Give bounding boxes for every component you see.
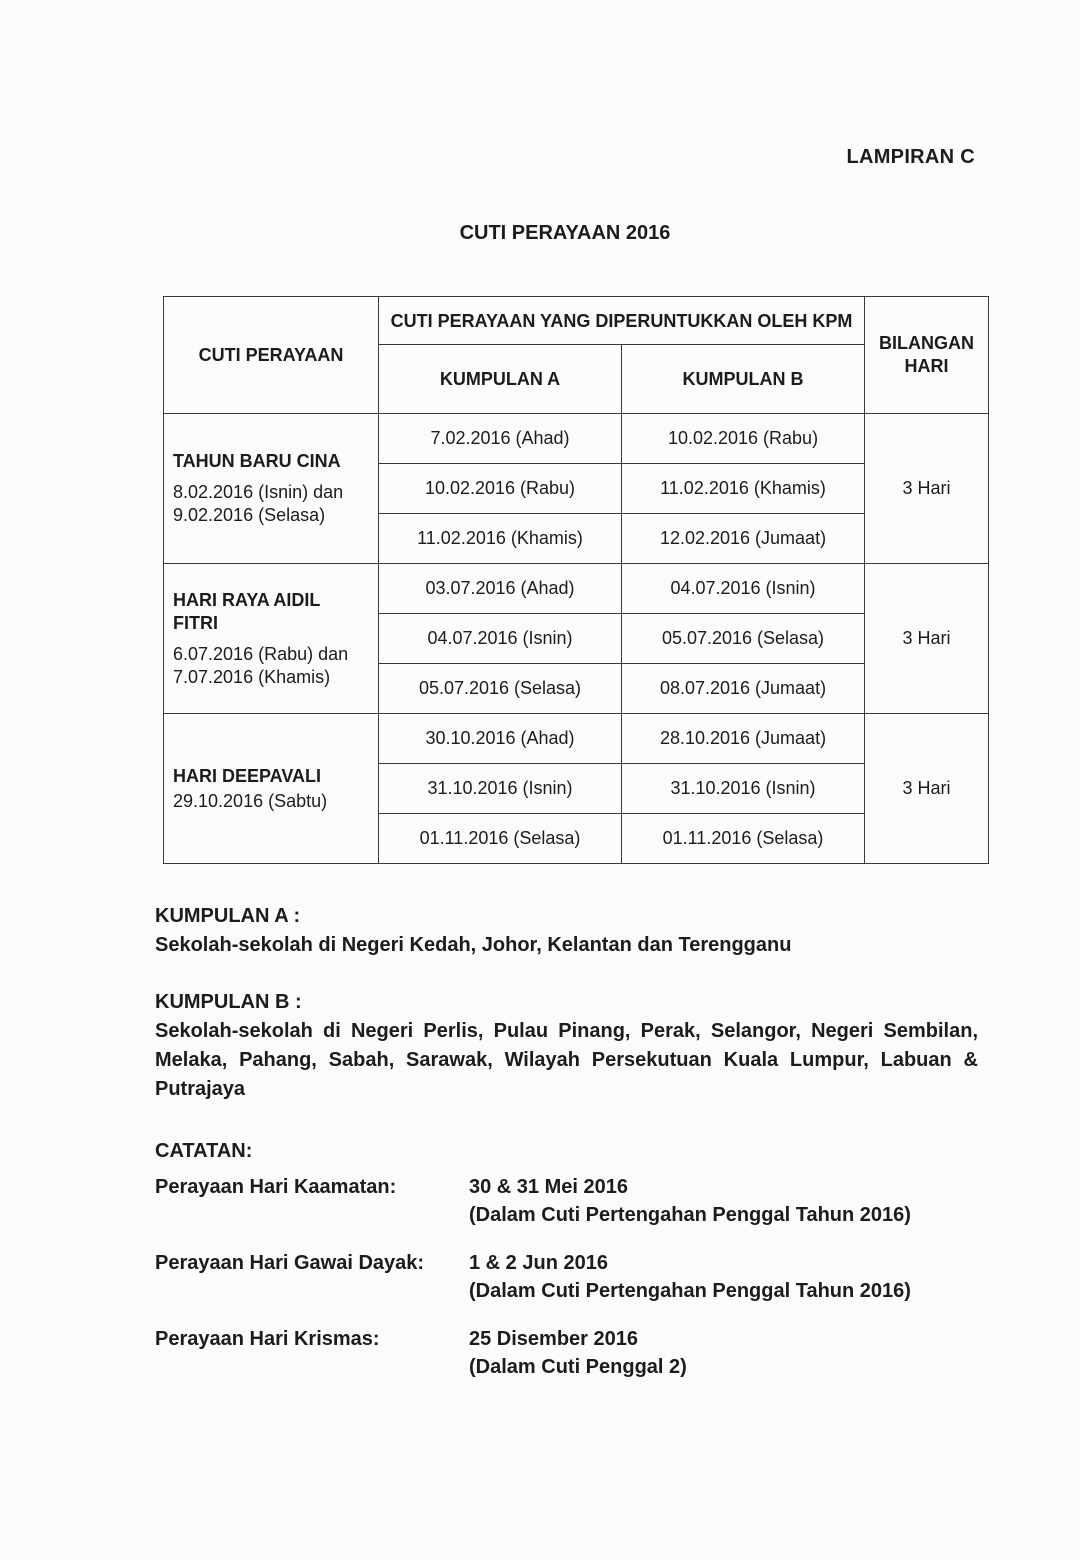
kumpulan-a-section bbox=[155, 902, 978, 960]
kumpulan-a-date: 01.11.2016 (Selasa) bbox=[379, 814, 622, 864]
kumpulan-b-date: 10.02.2016 (Rabu) bbox=[622, 414, 865, 464]
note-values bbox=[469, 1249, 911, 1305]
header-kpm: CUTI PERAYAAN YANG DIPERUNTUKKAN OLEH KPM bbox=[379, 297, 865, 345]
kumpulan-a-date: 03.07.2016 (Ahad) bbox=[379, 564, 622, 614]
catatan-heading: CATATAN: bbox=[155, 1140, 253, 1162]
holiday-label-cell bbox=[164, 714, 379, 864]
kumpulan-b-heading: KUMPULAN B : bbox=[155, 991, 302, 1013]
bilangan-hari-value: 3 Hari bbox=[865, 414, 989, 564]
kumpulan-b-text: Sekolah-sekolah di Negeri Perlis, Pulau Pinang, Perak, Selangor, Negeri Sembilan, Melaka, Pahang, Sabah, Sarawak, Wilayah Persekutuan Kuala Lumpur, Labuan & Putrajaya bbox=[155, 1020, 978, 1100]
holiday-name: HARI RAYA AIDIL FITRI bbox=[173, 589, 321, 633]
kumpulan-b-date: 01.11.2016 (Selasa) bbox=[622, 814, 865, 864]
kumpulan-a-date: 30.10.2016 (Ahad) bbox=[379, 714, 622, 764]
note-values bbox=[469, 1173, 911, 1229]
holiday-label-cell bbox=[164, 564, 379, 714]
note-date: 25 Disember 2016 bbox=[469, 1328, 639, 1350]
kumpulan-b-section bbox=[155, 988, 978, 1104]
page-title: CUTI PERAYAAN 2016 bbox=[459, 222, 671, 244]
holiday-table bbox=[163, 296, 989, 864]
note-remark: (Dalam Cuti Penggal 2) bbox=[469, 1356, 687, 1378]
header-kumpulan-a: KUMPULAN A bbox=[379, 345, 622, 414]
bilangan-hari-value: 3 Hari bbox=[865, 564, 989, 714]
note-values bbox=[469, 1325, 687, 1381]
note-date: 1 & 2 Jun 2016 bbox=[469, 1252, 608, 1274]
kumpulan-a-date: 05.07.2016 (Selasa) bbox=[379, 664, 622, 714]
bilangan-hari-value: 3 Hari bbox=[865, 714, 989, 864]
kumpulan-a-date: 7.02.2016 (Ahad) bbox=[379, 414, 622, 464]
kumpulan-b-date: 31.10.2016 (Isnin) bbox=[622, 764, 865, 814]
note-item bbox=[155, 1249, 978, 1305]
holiday-date: 6.07.2016 (Rabu) dan 7.07.2016 (Khamis) bbox=[173, 643, 349, 687]
holiday-name: HARI DEEPAVALI bbox=[173, 765, 322, 786]
kumpulan-b-date: 05.07.2016 (Selasa) bbox=[622, 614, 865, 664]
kumpulan-b-date: 12.02.2016 (Jumaat) bbox=[622, 514, 865, 564]
header-kumpulan-b: KUMPULAN B bbox=[622, 345, 865, 414]
kumpulan-a-heading: KUMPULAN A : bbox=[155, 905, 301, 927]
note-date: 30 & 31 Mei 2016 bbox=[469, 1176, 628, 1198]
kumpulan-a-date: 31.10.2016 (Isnin) bbox=[379, 764, 622, 814]
note-item bbox=[155, 1173, 978, 1229]
kumpulan-b-date: 08.07.2016 (Jumaat) bbox=[622, 664, 865, 714]
note-label: Perayaan Hari Kaamatan: bbox=[155, 1176, 397, 1198]
appendix-label: LAMPIRAN C bbox=[846, 146, 975, 168]
note-label: Perayaan Hari Gawai Dayak: bbox=[155, 1252, 425, 1274]
table-row bbox=[164, 414, 989, 464]
note-label: Perayaan Hari Krismas: bbox=[155, 1328, 380, 1350]
holiday-date: 8.02.2016 (Isnin) dan 9.02.2016 (Selasa) bbox=[173, 482, 344, 525]
table-header-row bbox=[164, 297, 989, 345]
kumpulan-a-date: 10.02.2016 (Rabu) bbox=[379, 464, 622, 514]
note-remark: (Dalam Cuti Pertengahan Penggal Tahun 2016) bbox=[469, 1204, 911, 1226]
kumpulan-b-date: 11.02.2016 (Khamis) bbox=[622, 464, 865, 514]
kumpulan-a-date: 04.07.2016 (Isnin) bbox=[379, 614, 622, 664]
header-cuti-perayaan: CUTI PERAYAAN bbox=[164, 297, 379, 414]
kumpulan-a-text: Sekolah-sekolah di Negeri Kedah, Johor, Kelantan dan Terengganu bbox=[155, 934, 792, 956]
header-bilangan-hari: BILANGAN HARI bbox=[865, 297, 989, 414]
table-row bbox=[164, 714, 989, 764]
catatan-section bbox=[155, 1140, 978, 1401]
note-remark: (Dalam Cuti Pertengahan Penggal Tahun 2016) bbox=[469, 1280, 911, 1302]
holiday-label-cell bbox=[164, 414, 379, 564]
note-item bbox=[155, 1325, 978, 1381]
holiday-name: TAHUN BARU CINA bbox=[173, 451, 341, 471]
holiday-date: 29.10.2016 (Sabtu) bbox=[173, 790, 328, 811]
kumpulan-a-date: 11.02.2016 (Khamis) bbox=[379, 514, 622, 564]
table-row bbox=[164, 564, 989, 614]
kumpulan-b-date: 04.07.2016 (Isnin) bbox=[622, 564, 865, 614]
kumpulan-b-date: 28.10.2016 (Jumaat) bbox=[622, 714, 865, 764]
